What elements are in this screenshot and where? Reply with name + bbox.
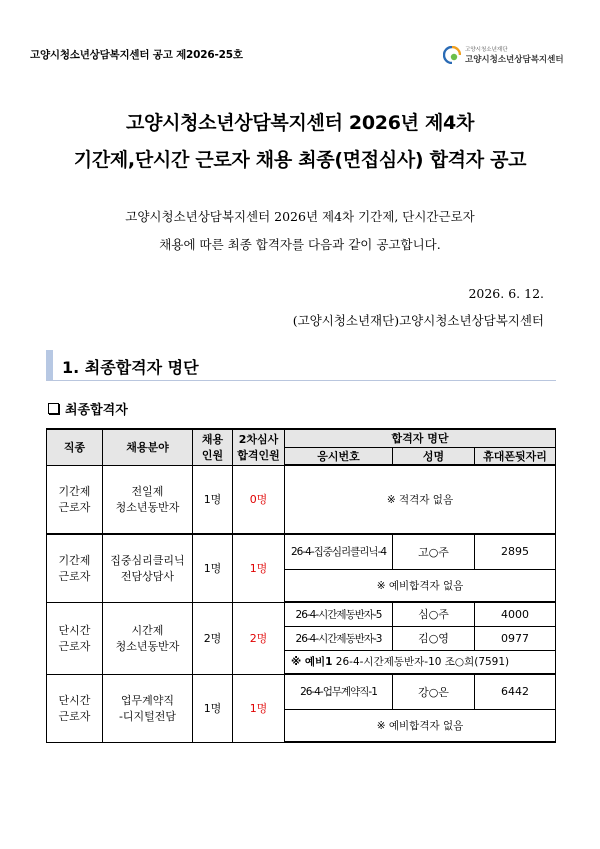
cell-field: 업무계약직 -디지털전담 — [103, 674, 193, 742]
cell-passed: 1명 — [233, 534, 285, 602]
cell-note: ※ 적격자 없음 — [285, 465, 556, 534]
center-logo — [443, 44, 563, 68]
logo-center-name: 고양시청소년상담복지센터 — [465, 55, 564, 65]
cell-note: ※ 예비합격자 없음 — [285, 709, 556, 742]
cell-name: 고○주 — [393, 534, 475, 569]
reserve-detail: 26-4-시간제동반자-10 조○희(7591) — [332, 656, 510, 669]
logo-foundation-name: 고양시청소년재단 — [465, 47, 508, 53]
header-name: 성명 — [393, 447, 475, 465]
section-title: 1. 최종합격자 명단 — [62, 358, 199, 377]
issuing-organization: (고양시청소년재단)고양시청소년상담복지센터 — [292, 313, 544, 328]
body-text-line1: 고양시청소년상담복지센터 2026년 제4차 기간제, 단시간근로자 — [125, 209, 475, 224]
subsection-title: 최종합격자 — [65, 403, 128, 418]
notice-date: 2026. 6. 12. — [468, 286, 544, 301]
notice-number: 고양시청소년상담복지센터 공고 제2026-25호 — [30, 49, 243, 61]
header-second-passed: 2차심사 합격인원 — [233, 429, 285, 465]
cell-name: 심○주 — [393, 602, 475, 626]
cell-name: 김○영 — [393, 626, 475, 650]
cell-field: 전일제 청소년동반자 — [103, 465, 193, 534]
header-type: 직종 — [47, 429, 103, 465]
cell-exam-no: 26-4-업무계약직-1 — [285, 674, 393, 709]
cell-note: ※ 예비합격자 없음 — [285, 569, 556, 602]
cell-type: 단시간 근로자 — [47, 674, 103, 742]
logo-mark-icon — [443, 46, 461, 64]
table-row — [47, 465, 556, 534]
table-row — [47, 534, 556, 569]
table-row — [47, 602, 556, 626]
cell-phone: 4000 — [475, 602, 556, 626]
cell-phone: 6442 — [475, 674, 556, 709]
square-bullet-icon — [48, 403, 59, 414]
cell-phone: 0977 — [475, 626, 556, 650]
section-accent-bar — [46, 350, 53, 380]
cell-exam-no: 26-4-집중심리클리닉-4 — [285, 534, 393, 569]
final-results-table — [46, 428, 556, 743]
cell-field: 집중심리클리닉 전담상담사 — [103, 534, 193, 602]
header-phone: 휴대폰뒷자리 — [475, 447, 556, 465]
header-hire-count: 채용 인원 — [193, 429, 233, 465]
cell-exam-no: 26-4-시간제동반자-3 — [285, 626, 393, 650]
page-title-line1: 고양시청소년상담복지센터 2026년 제4차 — [125, 112, 475, 134]
cell-exam-no: 26-4-시간제동반자-5 — [285, 602, 393, 626]
cell-hire: 2명 — [193, 602, 233, 674]
cell-type: 기간제 근로자 — [47, 465, 103, 534]
reserve-label: ※ 예비1 — [291, 656, 333, 669]
body-text-line2: 채용에 따른 최종 합격자를 다음과 같이 공고합니다. — [159, 237, 441, 252]
cell-phone: 2895 — [475, 534, 556, 569]
header-exam-no: 응시번호 — [285, 447, 393, 465]
cell-type: 단시간 근로자 — [47, 602, 103, 674]
cell-note — [285, 650, 556, 674]
cell-passed: 0명 — [233, 465, 285, 534]
cell-field: 시간제 청소년동반자 — [103, 602, 193, 674]
cell-hire: 1명 — [193, 674, 233, 742]
cell-name: 강○은 — [393, 674, 475, 709]
cell-type: 기간제 근로자 — [47, 534, 103, 602]
header-field: 채용분야 — [103, 429, 193, 465]
cell-passed: 1명 — [233, 674, 285, 742]
subsection-heading — [48, 399, 128, 418]
cell-hire: 1명 — [193, 534, 233, 602]
cell-passed: 2명 — [233, 602, 285, 674]
section-heading — [46, 350, 556, 381]
table-row — [47, 674, 556, 709]
header-passed-list: 합격자 명단 — [285, 429, 556, 447]
page-title-line2: 기간제,단시간 근로자 채용 최종(면접심사) 합격자 공고 — [73, 149, 527, 171]
cell-hire: 1명 — [193, 465, 233, 534]
